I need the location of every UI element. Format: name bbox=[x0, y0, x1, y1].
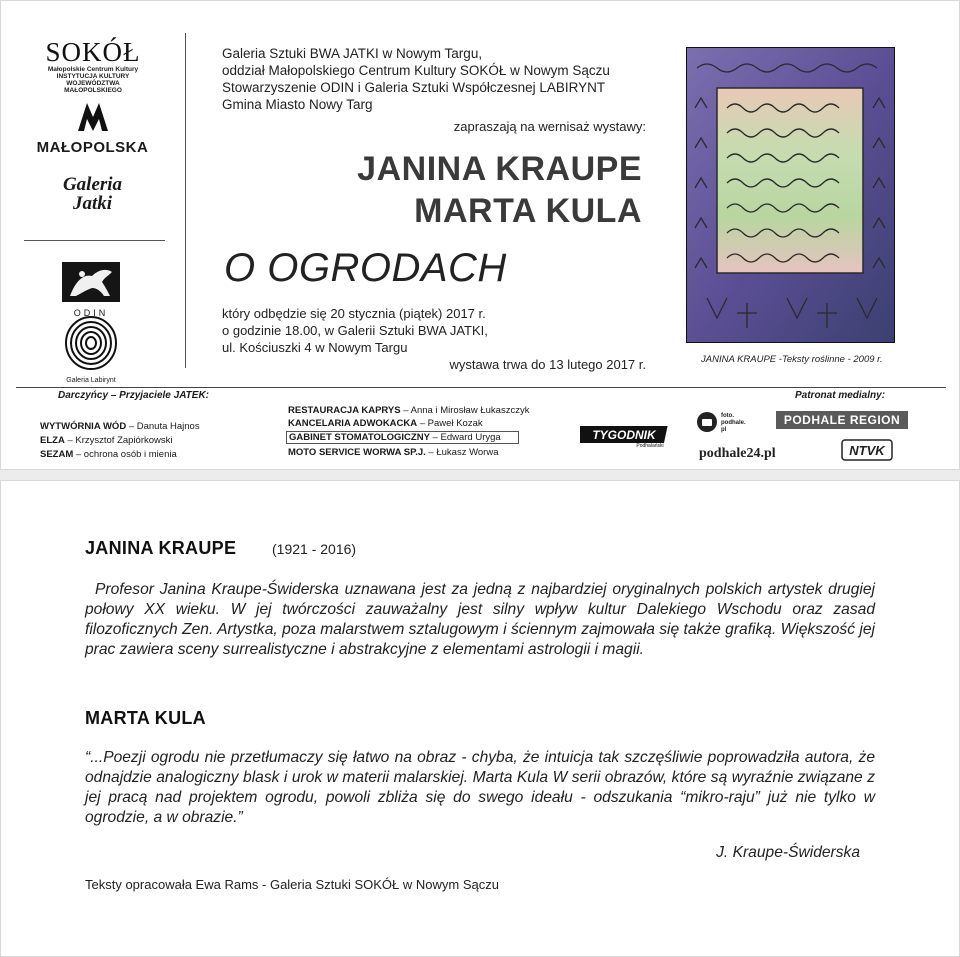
exhibition-duration: wystawa trwa do 13 lutego 2017 r. bbox=[449, 357, 646, 372]
card-gap bbox=[0, 470, 960, 480]
malopolska-logo-text: MAŁOPOLSKA bbox=[36, 139, 149, 156]
artist-name-kula: MARTA KULA bbox=[414, 192, 642, 230]
logo-column-divider bbox=[185, 33, 186, 368]
labirynt-logo-text: Galeria Labirynt bbox=[66, 377, 116, 384]
sponsor-name: ELZA bbox=[40, 435, 65, 446]
odin-horse-icon bbox=[62, 262, 120, 302]
kula-quote-text: “...Poezji ogrodu nie przetłumaczy się łatwo na obraz - chyba, że intuicja tak szczęśliwie poprowadziła autora, że odnajdzie analogiczny blask i urok w materii malarskiej. Marta Kula W serii obrazów, które są wyraźnie związane z jej pracą nad projektem ogrodu, powoli zbliża się do swego ideału - odszukania “mikro-raju” już nie tylko w ogrodzie, a w obrazie.” bbox=[85, 749, 875, 826]
sokol-logo-sub-3: WOJEWÓDZTWA MAŁOPOLSKIEGO bbox=[64, 80, 122, 94]
sponsor-item bbox=[40, 435, 173, 447]
artwork-caption: JANINA KRAUPE -Teksty roślinne - 2009 r. bbox=[701, 354, 883, 365]
sponsor-person: – Danuta Hajnos bbox=[126, 421, 200, 432]
fotopodhale-text-1: foto. bbox=[721, 413, 734, 419]
fotopodhale-logo-graphic bbox=[697, 410, 749, 434]
sponsors-title: Darczyńcy – Przyjaciele JATEK: bbox=[58, 390, 210, 401]
sponsor-name: GABINET STOMATOLOGICZNY bbox=[289, 432, 430, 443]
event-address: ul. Kościuszki 4 w Nowym Targu bbox=[222, 340, 408, 355]
sponsor-name: SEZAM bbox=[40, 449, 74, 460]
invite-line: zapraszają na wernisaż wystawy: bbox=[453, 119, 646, 134]
sponsor-person: – Paweł Kozak bbox=[417, 418, 483, 429]
ntvk-logo bbox=[840, 436, 894, 466]
fotopodhale-text-2: podhale. bbox=[721, 420, 746, 426]
podhale24-text: podhale24.pl bbox=[699, 446, 776, 461]
sponsors-divider bbox=[16, 387, 946, 388]
labirynt-logo bbox=[60, 315, 122, 384]
odin-logo bbox=[60, 262, 122, 318]
sponsor-item bbox=[40, 421, 200, 433]
exhibition-title: O OGRODACH bbox=[224, 246, 507, 290]
malopolska-mountain-icon bbox=[76, 100, 110, 132]
logo-divider bbox=[24, 240, 165, 241]
kula-bio-heading: MARTA KULA bbox=[85, 708, 206, 728]
sponsor-item bbox=[288, 418, 483, 430]
organizers-list bbox=[222, 45, 610, 113]
organizer-line: Gmina Miasto Nowy Targ bbox=[222, 97, 373, 112]
text-credits: Teksty opracowała Ewa Rams - Galeria Sztuki SOKÓŁ w Nowym Sączu bbox=[85, 877, 499, 892]
sponsor-item bbox=[288, 447, 499, 459]
organizer-line: Galeria Sztuki BWA JATKI w Nowym Targu, bbox=[222, 46, 483, 61]
artist-name-kraupe: JANINA KRAUPE bbox=[357, 150, 642, 188]
media-patronage-title: Patronat medialny: bbox=[795, 390, 886, 401]
sponsor-name: KANCELARIA ADWOKACKA bbox=[288, 418, 418, 429]
sponsor-name: WYTWÓRNIA WÓD bbox=[40, 421, 127, 432]
tygodnik-podhalanski-logo bbox=[580, 424, 668, 448]
sponsor-name: RESTAURACJA KAPRYS bbox=[288, 405, 401, 416]
sokol-logo-name: SOKÓŁ bbox=[45, 37, 141, 67]
fotopodhale-logo bbox=[697, 410, 749, 434]
sponsor-item bbox=[288, 405, 529, 417]
event-details bbox=[222, 305, 488, 356]
sponsor-person: – Anna i Mirosław Łukaszczyk bbox=[400, 405, 530, 416]
galeria-jatki-logo bbox=[45, 175, 140, 213]
quote-author: J. Kraupe-Świderska bbox=[716, 844, 860, 861]
artwork-painting bbox=[687, 48, 895, 343]
sponsor-person: – Edward Uryga bbox=[429, 432, 501, 443]
fotopodhale-text-3: pl bbox=[721, 427, 727, 433]
event-date: który odbędzie się 20 stycznia (piątek) 2017 r. bbox=[222, 306, 486, 321]
sponsor-item bbox=[40, 449, 177, 461]
kraupe-bio-text: Profesor Janina Kraupe-Świderska uznawana jest za jedną z najbardziej oryginalnych polskich artystek drugiej połowy XX wieku. W jej twórczości zauważalny jest silny wpływ kultur Dalekiego Wschodu oraz zasad filozoficznych Zen. Artystka, poza malarstwem sztalugowym i ściennym zajmowała się także grafiką. Większość jej prac zawiera sceny surrealistyczne i abstrakcyjne z elementami astrologii i magii. bbox=[85, 581, 875, 658]
ntvk-logo-graphic bbox=[840, 436, 894, 466]
sponsor-person: – Krzysztof Zapiórkowski bbox=[64, 435, 173, 446]
tygodnik-logo-subtext: Podhalański bbox=[636, 443, 664, 448]
labirynt-fingerprint-icon bbox=[63, 315, 119, 371]
sponsor-item-boxed bbox=[286, 431, 519, 444]
ntvk-text: NTVK bbox=[849, 443, 885, 458]
odin-logo-text: ODIN bbox=[73, 308, 109, 318]
podhale24-logo bbox=[699, 441, 781, 463]
sponsor-person: – Łukasz Worwa bbox=[425, 447, 499, 458]
sokol-logo bbox=[38, 38, 148, 94]
kraupe-bio-years: (1921 - 2016) bbox=[272, 541, 357, 557]
galeria-jatki-logo-line-2: Jatki bbox=[72, 193, 113, 214]
tygodnik-logo-graphic bbox=[580, 424, 668, 448]
sokol-logo-sub-2: INSTYTUCJA KULTURY bbox=[56, 73, 130, 80]
artwork-image bbox=[686, 47, 895, 343]
malopolska-logo bbox=[30, 100, 155, 156]
podhale-region-logo: PODHALE REGION bbox=[776, 411, 908, 429]
organizer-line: Stowarzyszenie ODIN i Galeria Sztuki Współczesnej LABIRYNT bbox=[222, 80, 606, 95]
galeria-jatki-logo-line-1: Galeria bbox=[62, 174, 123, 195]
sokol-logo-sub-1: Małopolskie Centrum Kultury bbox=[47, 66, 139, 73]
organizer-line: oddział Małopolskiego Centrum Kultury SOKÓŁ w Nowym Sączu bbox=[222, 63, 610, 78]
kraupe-bio-heading: JANINA KRAUPE bbox=[85, 538, 237, 558]
sponsor-person: – ochrona osób i mienia bbox=[73, 449, 177, 460]
tygodnik-logo-text: TYGODNIK bbox=[592, 428, 656, 442]
sponsor-name: MOTO SERVICE WORWA SP.J. bbox=[288, 447, 426, 458]
podhale24-logo-graphic bbox=[699, 441, 781, 463]
event-time-place: o godzinie 18.00, w Galerii Sztuki BWA JATKI, bbox=[222, 323, 488, 338]
